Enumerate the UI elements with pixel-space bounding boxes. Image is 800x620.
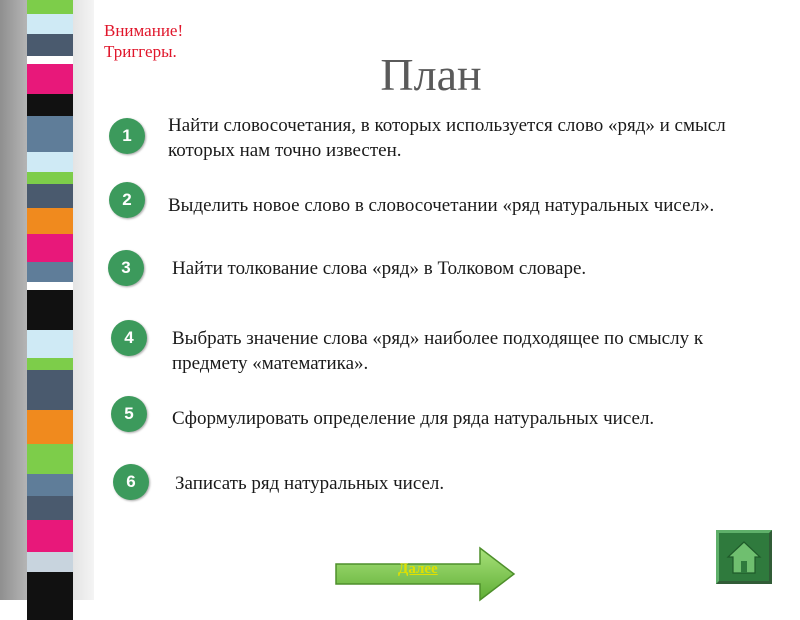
step-text-3: Найти толкование слова «ряд» в Толковом словаре. [172,258,587,279]
step-text-1: Найти словосочетания, в которых используется слово «ряд» и смысл которых нам точно известен. [168,115,726,161]
step-number-circle-3[interactable]: 3 [108,250,144,286]
notice-line-attention: Внимание! [104,21,184,40]
step-number-circle-6[interactable]: 6 [113,464,149,500]
notice-line-triggers: Триггеры. [104,42,177,61]
next-link-label[interactable]: Далее [398,561,438,577]
step-number-circle-4[interactable]: 4 [111,320,147,356]
step-text-6: Записать ряд натуральных чисел. [175,473,445,494]
step-number-circle-5[interactable]: 5 [111,396,147,432]
page-title: План [380,49,482,100]
home-button[interactable] [716,530,772,584]
step-number-circle-1[interactable]: 1 [109,118,145,154]
step-text-4: Выбрать значение слова «ряд» наиболее подходящее по смыслу к предмету «математика». [172,328,704,374]
home-icon [719,533,769,581]
step-text-5: Сформулировать определение для ряда натуральных чисел. [172,408,655,429]
step-number-circle-2[interactable]: 2 [109,182,145,218]
step-text-2: Выделить новое слово в словосочетании «ряд натуральных чисел». [168,195,715,216]
